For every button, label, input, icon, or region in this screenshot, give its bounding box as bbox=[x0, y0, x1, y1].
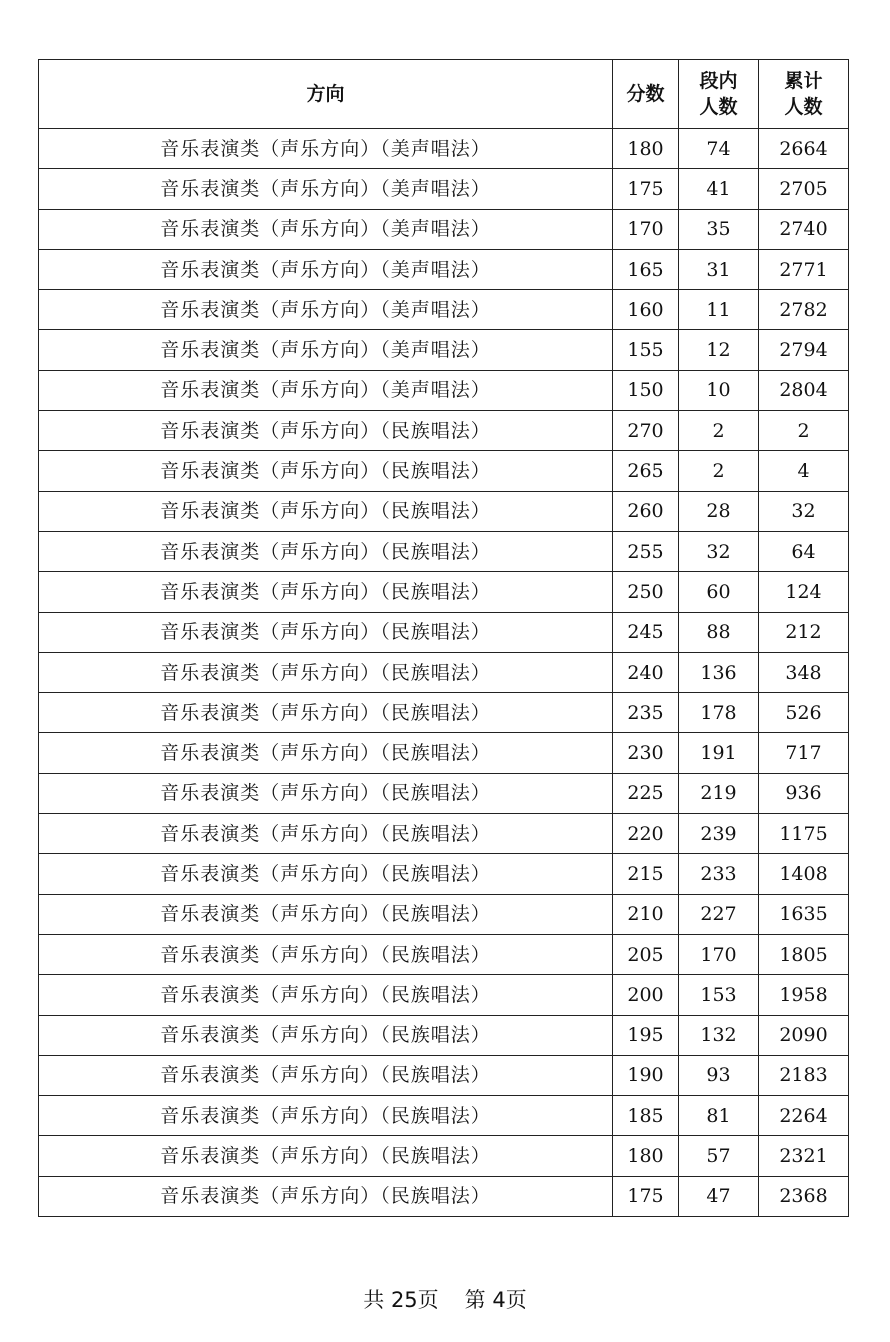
cell-segment-count: 41 bbox=[679, 169, 759, 209]
cell-segment-count: 132 bbox=[679, 1015, 759, 1055]
cell-cumulative-count: 1958 bbox=[759, 975, 849, 1015]
cell-segment-count: 32 bbox=[679, 531, 759, 571]
cell-cumulative-count: 4 bbox=[759, 451, 849, 491]
cell-segment-count: 31 bbox=[679, 249, 759, 289]
cell-score: 160 bbox=[613, 290, 679, 330]
cell-cumulative-count: 1175 bbox=[759, 814, 849, 854]
table-row bbox=[39, 290, 849, 330]
table-row bbox=[39, 652, 849, 692]
cell-direction: 音乐表演类（声乐方向）（民族唱法） bbox=[39, 1055, 613, 1095]
header-cumulative-line1: 累计 bbox=[784, 70, 823, 92]
cell-cumulative-count: 2705 bbox=[759, 169, 849, 209]
table-row bbox=[39, 773, 849, 813]
cell-segment-count: 74 bbox=[679, 129, 759, 169]
table-row bbox=[39, 814, 849, 854]
table-row bbox=[39, 733, 849, 773]
cell-score: 260 bbox=[613, 491, 679, 531]
cell-cumulative-count: 2368 bbox=[759, 1176, 849, 1216]
cell-score: 175 bbox=[613, 169, 679, 209]
cell-direction: 音乐表演类（声乐方向）（民族唱法） bbox=[39, 572, 613, 612]
cell-segment-count: 28 bbox=[679, 491, 759, 531]
cell-score: 165 bbox=[613, 249, 679, 289]
header-segment-count bbox=[679, 60, 759, 129]
cell-score: 180 bbox=[613, 129, 679, 169]
cell-cumulative-count: 2183 bbox=[759, 1055, 849, 1095]
cell-cumulative-count: 2090 bbox=[759, 1015, 849, 1055]
cell-direction: 音乐表演类（声乐方向）（民族唱法） bbox=[39, 934, 613, 974]
cell-score: 245 bbox=[613, 612, 679, 652]
table-row bbox=[39, 1055, 849, 1095]
cell-segment-count: 88 bbox=[679, 612, 759, 652]
cell-direction: 音乐表演类（声乐方向）（民族唱法） bbox=[39, 1015, 613, 1055]
header-score-label: 分数 bbox=[626, 83, 665, 105]
cell-score: 265 bbox=[613, 451, 679, 491]
cell-score: 270 bbox=[613, 411, 679, 451]
cell-segment-count: 47 bbox=[679, 1176, 759, 1216]
table-row bbox=[39, 169, 849, 209]
cell-cumulative-count: 2782 bbox=[759, 290, 849, 330]
cell-direction: 音乐表演类（声乐方向）（民族唱法） bbox=[39, 491, 613, 531]
cell-cumulative-count: 2771 bbox=[759, 249, 849, 289]
table-row bbox=[39, 1015, 849, 1055]
cell-segment-count: 35 bbox=[679, 209, 759, 249]
table-row bbox=[39, 975, 849, 1015]
cell-cumulative-count: 348 bbox=[759, 652, 849, 692]
header-direction bbox=[39, 60, 613, 129]
table-row bbox=[39, 330, 849, 370]
header-segment-count-line2: 人数 bbox=[699, 96, 738, 118]
cell-score: 175 bbox=[613, 1176, 679, 1216]
header-row bbox=[39, 60, 849, 129]
table-row bbox=[39, 934, 849, 974]
cell-cumulative-count: 2321 bbox=[759, 1136, 849, 1176]
cell-cumulative-count: 2794 bbox=[759, 330, 849, 370]
cell-segment-count: 136 bbox=[679, 652, 759, 692]
cell-cumulative-count: 64 bbox=[759, 531, 849, 571]
cell-direction: 音乐表演类（声乐方向）（美声唱法） bbox=[39, 249, 613, 289]
cell-score: 185 bbox=[613, 1096, 679, 1136]
cell-score: 205 bbox=[613, 934, 679, 974]
cell-direction: 音乐表演类（声乐方向）（美声唱法） bbox=[39, 330, 613, 370]
cell-direction: 音乐表演类（声乐方向）（美声唱法） bbox=[39, 370, 613, 410]
cell-segment-count: 12 bbox=[679, 330, 759, 370]
table-row bbox=[39, 854, 849, 894]
cell-direction: 音乐表演类（声乐方向）（民族唱法） bbox=[39, 411, 613, 451]
cell-segment-count: 233 bbox=[679, 854, 759, 894]
cell-cumulative-count: 717 bbox=[759, 733, 849, 773]
header-score bbox=[613, 60, 679, 129]
table-row bbox=[39, 612, 849, 652]
cell-score: 225 bbox=[613, 773, 679, 813]
cell-cumulative-count: 2664 bbox=[759, 129, 849, 169]
cell-direction: 音乐表演类（声乐方向）（民族唱法） bbox=[39, 975, 613, 1015]
cell-score: 155 bbox=[613, 330, 679, 370]
cell-direction: 音乐表演类（声乐方向）（民族唱法） bbox=[39, 693, 613, 733]
cell-segment-count: 10 bbox=[679, 370, 759, 410]
cell-score: 230 bbox=[613, 733, 679, 773]
table-row bbox=[39, 1136, 849, 1176]
table-header bbox=[39, 60, 849, 129]
cell-score: 190 bbox=[613, 1055, 679, 1095]
cell-cumulative-count: 124 bbox=[759, 572, 849, 612]
cell-direction: 音乐表演类（声乐方向）（民族唱法） bbox=[39, 612, 613, 652]
cell-cumulative-count: 2740 bbox=[759, 209, 849, 249]
cell-cumulative-count: 936 bbox=[759, 773, 849, 813]
header-cumulative-line2: 人数 bbox=[784, 96, 823, 118]
cell-direction: 音乐表演类（声乐方向）（民族唱法） bbox=[39, 894, 613, 934]
cell-segment-count: 2 bbox=[679, 451, 759, 491]
cell-segment-count: 57 bbox=[679, 1136, 759, 1176]
table-row bbox=[39, 693, 849, 733]
cell-segment-count: 178 bbox=[679, 693, 759, 733]
table-row bbox=[39, 411, 849, 451]
table-row bbox=[39, 572, 849, 612]
score-distribution-table bbox=[38, 59, 849, 1217]
table-row bbox=[39, 1176, 849, 1216]
cell-direction: 音乐表演类（声乐方向）（民族唱法） bbox=[39, 773, 613, 813]
cell-score: 180 bbox=[613, 1136, 679, 1176]
cell-segment-count: 60 bbox=[679, 572, 759, 612]
cell-cumulative-count: 2264 bbox=[759, 1096, 849, 1136]
cell-segment-count: 227 bbox=[679, 894, 759, 934]
cell-score: 210 bbox=[613, 894, 679, 934]
cell-score: 235 bbox=[613, 693, 679, 733]
cell-score: 200 bbox=[613, 975, 679, 1015]
cell-direction: 音乐表演类（声乐方向）（民族唱法） bbox=[39, 733, 613, 773]
current-page: 第 4页 bbox=[464, 1288, 527, 1312]
cell-segment-count: 2 bbox=[679, 411, 759, 451]
cell-direction: 音乐表演类（声乐方向）（民族唱法） bbox=[39, 854, 613, 894]
header-direction-label: 方向 bbox=[306, 83, 345, 105]
cell-score: 250 bbox=[613, 572, 679, 612]
cell-direction: 音乐表演类（声乐方向）（美声唱法） bbox=[39, 129, 613, 169]
cell-score: 240 bbox=[613, 652, 679, 692]
cell-direction: 音乐表演类（声乐方向）（民族唱法） bbox=[39, 451, 613, 491]
cell-cumulative-count: 2 bbox=[759, 411, 849, 451]
cell-segment-count: 81 bbox=[679, 1096, 759, 1136]
table-body bbox=[39, 129, 849, 1217]
cell-cumulative-count: 2804 bbox=[759, 370, 849, 410]
cell-direction: 音乐表演类（声乐方向）（美声唱法） bbox=[39, 209, 613, 249]
table-row bbox=[39, 491, 849, 531]
header-segment-count-line1: 段内 bbox=[699, 70, 738, 92]
cell-direction: 音乐表演类（声乐方向）（民族唱法） bbox=[39, 814, 613, 854]
cell-direction: 音乐表演类（声乐方向）（民族唱法） bbox=[39, 1176, 613, 1216]
total-pages: 共 25页 bbox=[363, 1288, 439, 1312]
table-row bbox=[39, 1096, 849, 1136]
cell-segment-count: 219 bbox=[679, 773, 759, 813]
cell-direction: 音乐表演类（声乐方向）（美声唱法） bbox=[39, 290, 613, 330]
table-row bbox=[39, 209, 849, 249]
cell-cumulative-count: 212 bbox=[759, 612, 849, 652]
cell-segment-count: 11 bbox=[679, 290, 759, 330]
cell-direction: 音乐表演类（声乐方向）（民族唱法） bbox=[39, 1096, 613, 1136]
table-row bbox=[39, 531, 849, 571]
cell-score: 220 bbox=[613, 814, 679, 854]
page-footer bbox=[0, 1284, 890, 1314]
cell-score: 255 bbox=[613, 531, 679, 571]
cell-direction: 音乐表演类（声乐方向）（民族唱法） bbox=[39, 652, 613, 692]
cell-segment-count: 153 bbox=[679, 975, 759, 1015]
cell-cumulative-count: 526 bbox=[759, 693, 849, 733]
cell-score: 195 bbox=[613, 1015, 679, 1055]
cell-direction: 音乐表演类（声乐方向）（民族唱法） bbox=[39, 1136, 613, 1176]
cell-cumulative-count: 1635 bbox=[759, 894, 849, 934]
cell-direction: 音乐表演类（声乐方向）（民族唱法） bbox=[39, 531, 613, 571]
cell-cumulative-count: 1408 bbox=[759, 854, 849, 894]
table-row bbox=[39, 894, 849, 934]
cell-segment-count: 170 bbox=[679, 934, 759, 974]
cell-segment-count: 239 bbox=[679, 814, 759, 854]
cell-score: 215 bbox=[613, 854, 679, 894]
table-row bbox=[39, 370, 849, 410]
table-row bbox=[39, 249, 849, 289]
cell-score: 170 bbox=[613, 209, 679, 249]
table-row bbox=[39, 451, 849, 491]
table-row bbox=[39, 129, 849, 169]
cell-cumulative-count: 1805 bbox=[759, 934, 849, 974]
cell-segment-count: 191 bbox=[679, 733, 759, 773]
cell-direction: 音乐表演类（声乐方向）（美声唱法） bbox=[39, 169, 613, 209]
cell-cumulative-count: 32 bbox=[759, 491, 849, 531]
cell-score: 150 bbox=[613, 370, 679, 410]
cell-segment-count: 93 bbox=[679, 1055, 759, 1095]
header-cumulative-count bbox=[759, 60, 849, 129]
